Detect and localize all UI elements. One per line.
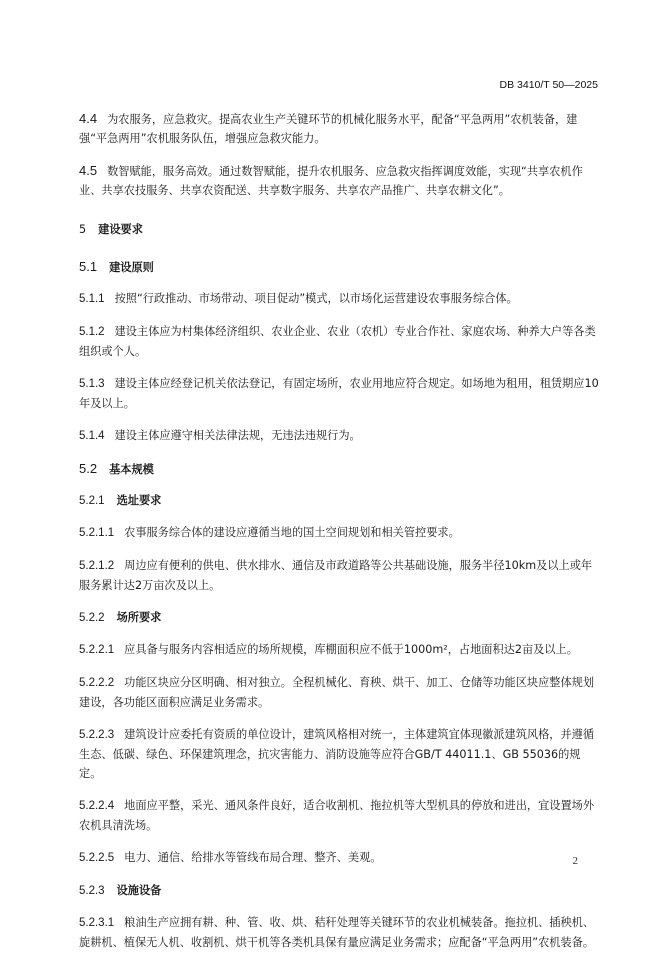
clause-5-2-2-1 <box>79 640 599 660</box>
clause-text: 功能区块应分区明确、相对独立。全程机械化、育秧、烘干、加工、仓储等功能区块应整体规划建设，各功能区面积应满足业务需求。 <box>79 676 595 709</box>
clause-5-2-3-1 <box>79 913 599 952</box>
clause-text: 建筑设计应委托有资质的单位设计，建筑风格相对统一，主体建筑宜体现徽派建筑风格，并遵循生态、低碳、绿色、环保建筑理念，抗灾害能力、消防设施等应符合GB/T 44011.1、GB 55036的规定。 <box>79 728 595 780</box>
page-number: 2 <box>572 855 578 867</box>
subsection-5-2-2-heading <box>79 608 599 628</box>
subsection-number: 5.2.2 <box>79 612 105 624</box>
clause-number: 5.2.2.5 <box>79 852 115 864</box>
chapter-number: 5 <box>79 223 87 236</box>
clause-text: 按照“行政推动、市场带动、项目促动”模式，以市场化运营建设农事服务综合体。 <box>114 292 518 305</box>
clause-text: 应具备与服务内容相适应的场所规模，库棚面积应不低于1000m²，占地面积达2亩及以上。 <box>124 643 578 656</box>
clause-5-2-2-4 <box>79 796 599 835</box>
document-body <box>79 109 599 965</box>
clause-number: 5.2.2.2 <box>79 677 115 689</box>
clause-text: 地面应平整，采光、通风条件良好，适合收割机、拖拉机等大型机具的停放和进出，宜设置场外农机具清洗场。 <box>79 799 595 832</box>
clause-5-2-1-1 <box>79 523 599 543</box>
clause-number: 5.2.3.1 <box>79 917 115 929</box>
subsection-number: 5.2.3 <box>79 885 105 897</box>
section-number: 5.2 <box>79 461 98 476</box>
clause-4-4 <box>79 109 599 148</box>
subsection-title: 选址要求 <box>116 494 162 507</box>
subsection-title: 设施设备 <box>116 884 162 897</box>
clause-text: 电力、通信、给排水等管线布局合理、整齐、美观。 <box>124 851 382 864</box>
clause-number: 5.2.1.2 <box>79 560 115 572</box>
clause-number: 5.1.1 <box>79 293 105 305</box>
clause-number: 5.1.3 <box>79 378 105 390</box>
document-code: DB 3410/T 50—2025 <box>499 79 598 91</box>
chapter-5-heading <box>79 220 599 239</box>
clause-number: 5.2.1.1 <box>79 527 115 539</box>
subsection-5-2-3-heading <box>79 881 599 901</box>
clause-text: 周边应有便利的供电、供水排水、通信及市政道路等公共基础设施，服务半径10km及以上或年服务累计达2万亩次及以上。 <box>79 559 593 592</box>
clause-5-2-1-2 <box>79 556 599 595</box>
clause-5-2-2-2 <box>79 673 599 712</box>
clause-5-1-2 <box>79 322 599 361</box>
clause-number: 4.5 <box>79 163 98 178</box>
clause-number: 5.2.2.4 <box>79 800 115 812</box>
section-number: 5.1 <box>79 259 98 274</box>
clause-5-1-4 <box>79 426 599 446</box>
clause-number: 5.1.4 <box>79 430 105 442</box>
clause-text: 建设主体应遵守相关法律法规，无违法违规行为。 <box>114 429 361 442</box>
clause-5-1-3 <box>79 374 599 413</box>
clause-5-2-2-3 <box>79 725 599 783</box>
clause-text: 建设主体应经登记机关依法登记，有固定场所，农业用地应符合规定。如场地为租用，租赁期应10年及以上。 <box>79 377 599 410</box>
clause-text: 粮油生产应拥有耕、种、管、收、烘、秸秆处理等关键环节的农业机械装备。拖拉机、插秧机、旋耕机、植保无人机、收割机、烘干机等各类机具保有量应满足业务需求；应配备“平急两用”农机装备。 <box>79 916 595 949</box>
section-title: 基本规模 <box>109 463 154 476</box>
subsection-title: 场所要求 <box>116 611 162 624</box>
clause-text: 农事服务综合体的建设应遵循当地的国土空间规划和相关管控要求。 <box>124 526 460 539</box>
clause-5-1-1 <box>79 289 599 309</box>
section-title: 建设原则 <box>109 261 154 274</box>
clause-number: 5.1.2 <box>79 326 105 338</box>
clause-5-2-2-5 <box>79 848 599 868</box>
clause-number: 5.2.2.3 <box>79 729 115 741</box>
clause-text: 为农服务，应急救灾。提高农业生产关键环节的机械化服务水平，配备“平急两用”农机装备，建强“平急两用”农机服务队伍，增强应急救灾能力。 <box>79 113 578 145</box>
clause-text: 建设主体应为村集体经济组织、农业企业、农业（农机）专业合作社、家庭农场、种养大户等各类组织或个人。 <box>79 325 596 358</box>
section-5-1-heading <box>79 257 599 277</box>
clause-4-5 <box>79 161 599 200</box>
section-5-2-heading <box>79 459 599 479</box>
subsection-5-2-1-heading <box>79 491 599 511</box>
chapter-title: 建设要求 <box>98 223 143 236</box>
clause-number: 4.4 <box>79 111 98 126</box>
subsection-number: 5.2.1 <box>79 495 105 507</box>
clause-text: 数智赋能，服务高效。通过数智赋能，提升农机服务、应急救灾指挥调度效能，实现“共享农机作业、共享农技服务、共享农资配送、共享数字服务、共享农产品推广、共享农耕文化”。 <box>79 165 583 197</box>
clause-number: 5.2.2.1 <box>79 644 115 656</box>
